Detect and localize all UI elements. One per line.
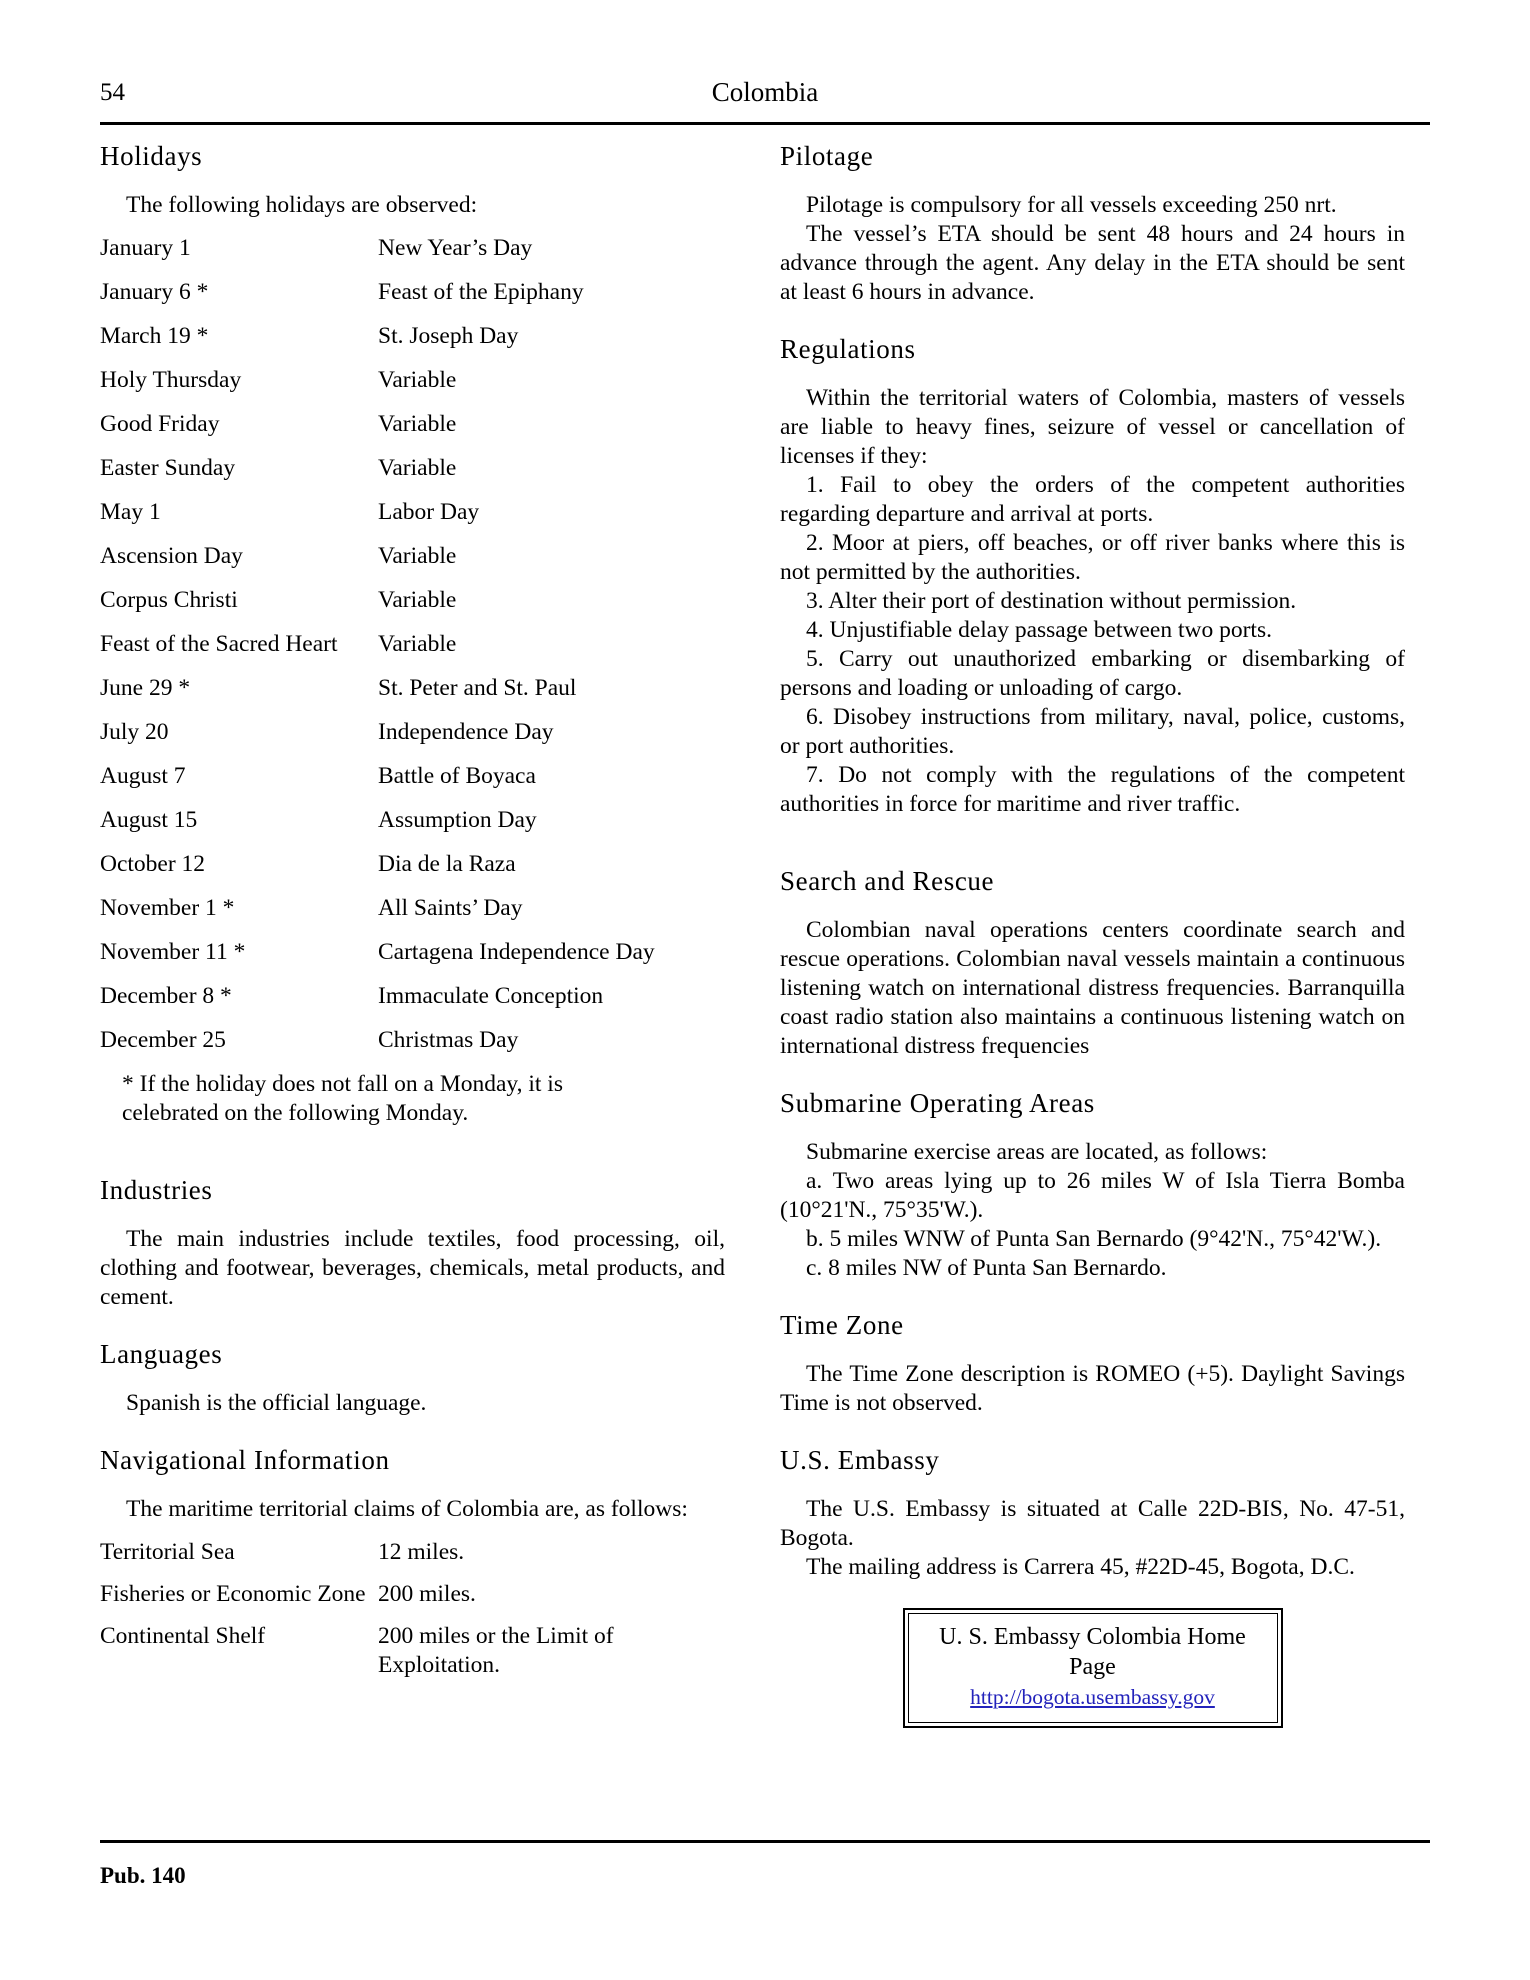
submarine-area-item: a. Two areas lying up to 26 miles W of Isla Tierra Bomba (10°21'N., 75°35'W.).: [780, 1168, 1405, 1223]
table-row: [100, 586, 700, 630]
holiday-date: January 1: [100, 235, 191, 261]
section-heading-holidays: Holidays: [100, 141, 203, 171]
regulation-item: 4. Unjustifiable delay passage between two ports.: [806, 617, 1272, 643]
submarine-area-item: c. 8 miles NW of Punta San Bernardo.: [806, 1255, 1167, 1281]
regulation-item: 5. Carry out unauthorized embarking or disembarking of persons and loading or unloading of cargo.: [780, 646, 1405, 701]
claim-value: 200 miles.: [378, 1581, 476, 1607]
holiday-name: Dia de la Raza: [378, 851, 516, 877]
holiday-name: Variable: [378, 543, 457, 569]
regulation-item: 3. Alter their port of destination without permission.: [806, 588, 1297, 614]
us-embassy-link-box-inner: [908, 1613, 1278, 1723]
table-row: [100, 366, 700, 410]
claim-value: 200 miles or the Limit of Exploitation.: [378, 1623, 614, 1678]
regulations-intro: Within the territorial waters of Colombia, masters of vessels are liable to heavy fines, seizure of vessel or cancellation of licenses if they:: [780, 385, 1405, 469]
holiday-name: Variable: [378, 455, 457, 481]
section-heading-regulations: Regulations: [780, 334, 916, 364]
table-row: [100, 542, 700, 586]
us-embassy-box-title: U. S. Embassy Colombia Home Page: [939, 1624, 1246, 1680]
holiday-date: Easter Sunday: [100, 455, 236, 481]
left-column: [100, 140, 725, 1693]
table-row: [100, 234, 700, 278]
holiday-date: December 25: [100, 1027, 226, 1053]
publication-label: Pub. 140: [100, 1863, 186, 1888]
section-heading-submarine-operating-areas: Submarine Operating Areas: [780, 1088, 1095, 1118]
holiday-name: Variable: [378, 367, 457, 393]
holiday-name: New Year’s Day: [378, 235, 533, 261]
section-heading-us-embassy: U.S. Embassy: [780, 1445, 940, 1475]
holiday-date: October 12: [100, 851, 206, 877]
us-embassy-homepage-link[interactable]: http://bogota.usembassy.gov: [970, 1685, 1215, 1709]
table-row: [100, 630, 700, 674]
table-row: [100, 982, 700, 1026]
holiday-date: Corpus Christi: [100, 587, 238, 613]
claim-term: Fisheries or Economic Zone: [100, 1581, 366, 1607]
table-row: [100, 674, 700, 718]
section-heading-pilotage: Pilotage: [780, 141, 874, 171]
holiday-date: Feast of the Sacred Heart: [100, 631, 338, 657]
pilotage-paragraph-1: Pilotage is compulsory for all vessels exceeding 250 nrt.: [806, 192, 1337, 218]
holidays-intro: The following holidays are observed:: [126, 192, 478, 218]
holiday-name: All Saints’ Day: [378, 895, 523, 921]
claim-value: 12 miles.: [378, 1539, 465, 1565]
table-row: [100, 1580, 700, 1622]
claim-term: Continental Shelf: [100, 1623, 266, 1649]
running-title: Colombia: [711, 77, 819, 107]
holiday-name: Christmas Day: [378, 1027, 519, 1053]
us-embassy-paragraph-2: The mailing address is Carrera 45, #22D-45, Bogota, D.C.: [806, 1554, 1355, 1580]
regulation-item: 7. Do not comply with the regulations of the competent authorities in force for maritime and river traffic.: [780, 762, 1405, 817]
holiday-date: Ascension Day: [100, 543, 243, 569]
regulation-item: 6. Disobey instructions from military, naval, police, customs, or port authorities.: [780, 704, 1405, 759]
holiday-date: November 1 *: [100, 895, 235, 921]
navigational-claims-table: [100, 1538, 700, 1693]
holiday-date: Holy Thursday: [100, 367, 242, 393]
footer-rule: [100, 1840, 1430, 1843]
us-embassy-link-box[interactable]: [903, 1608, 1283, 1728]
claim-term: Territorial Sea: [100, 1539, 235, 1565]
table-row: [100, 718, 700, 762]
navigational-information-intro: The maritime territorial claims of Colombia are, as follows:: [126, 1496, 688, 1522]
table-row: [100, 1538, 700, 1580]
table-row: [100, 894, 700, 938]
holiday-name: Variable: [378, 587, 457, 613]
holiday-name: Independence Day: [378, 719, 554, 745]
table-row: [100, 1622, 700, 1693]
submarine-areas-intro: Submarine exercise areas are located, as follows:: [806, 1139, 1268, 1165]
table-row: [100, 938, 700, 982]
table-row: [100, 850, 700, 894]
holiday-name: Feast of the Epiphany: [378, 279, 584, 305]
table-row: [100, 454, 700, 498]
holiday-name: Labor Day: [378, 499, 480, 525]
holiday-name: St. Joseph Day: [378, 323, 519, 349]
holiday-date: August 7: [100, 763, 186, 789]
regulation-item: 2. Moor at piers, off beaches, or off river banks where this is not permitted by the authorities.: [780, 530, 1405, 585]
table-row: [100, 410, 700, 454]
holiday-name: Immaculate Conception: [378, 983, 604, 1009]
table-row: [100, 322, 700, 366]
holiday-name: St. Peter and St. Paul: [378, 675, 577, 701]
section-heading-industries: Industries: [100, 1175, 213, 1205]
table-row: [100, 498, 700, 542]
holiday-name: Variable: [378, 631, 457, 657]
pilotage-paragraph-2: The vessel’s ETA should be sent 48 hours and 24 hours in advance through the agent. Any delay in the ETA should be sent at least 6 hours in advance.: [780, 221, 1405, 305]
industries-text: The main industries include textiles, food processing, oil, clothing and footwear, beverages, chemicals, metal products, and cement.: [100, 1226, 725, 1310]
table-row: [100, 278, 700, 322]
table-row: [100, 806, 700, 850]
section-heading-navigational-information: Navigational Information: [100, 1445, 390, 1475]
section-heading-languages: Languages: [100, 1339, 223, 1369]
search-and-rescue-text: Colombian naval operations centers coordinate search and rescue operations. Colombian naval vessels maintain a continuous listening watch on international distress frequencies. Barranquilla coast radio station also maintains a continuous listening watch on international distress frequencies: [780, 917, 1405, 1059]
section-heading-time-zone: Time Zone: [780, 1310, 904, 1340]
holiday-name: Battle of Boyaca: [378, 763, 536, 789]
table-row: [100, 1026, 700, 1070]
holiday-date: June 29 *: [100, 675, 191, 701]
table-row: [100, 762, 700, 806]
holidays-table: [100, 234, 700, 1070]
holidays-footnote: * If the holiday does not fall on a Monday, it is celebrated on the following Monday.: [122, 1071, 563, 1126]
running-head: [100, 78, 1430, 112]
holiday-date: December 8 *: [100, 983, 232, 1009]
header-rule: [100, 122, 1430, 125]
holiday-date: July 20: [100, 719, 169, 745]
holiday-name: Cartagena Independence Day: [378, 939, 655, 965]
page-number: 54: [100, 79, 125, 106]
holiday-name: Variable: [378, 411, 457, 437]
holiday-date: January 6 *: [100, 279, 209, 305]
holiday-date: Good Friday: [100, 411, 220, 437]
submarine-area-item: b. 5 miles WNW of Punta San Bernardo (9°42'N., 75°42'W.).: [806, 1226, 1382, 1252]
languages-text: Spanish is the official language.: [126, 1390, 427, 1416]
holiday-date: August 15: [100, 807, 198, 833]
holiday-date: November 11 *: [100, 939, 246, 965]
regulation-item: 1. Fail to obey the orders of the competent authorities regarding departure and arrival at ports.: [780, 472, 1405, 527]
holiday-date: May 1: [100, 499, 161, 525]
right-column: [780, 140, 1405, 1728]
section-heading-search-and-rescue: Search and Rescue: [780, 866, 995, 896]
holiday-date: March 19 *: [100, 323, 209, 349]
holiday-name: Assumption Day: [378, 807, 537, 833]
us-embassy-paragraph-1: The U.S. Embassy is situated at Calle 22D-BIS, No. 47-51, Bogota.: [780, 1496, 1405, 1551]
time-zone-text: The Time Zone description is ROMEO (+5). Daylight Savings Time is not observed.: [780, 1361, 1405, 1416]
